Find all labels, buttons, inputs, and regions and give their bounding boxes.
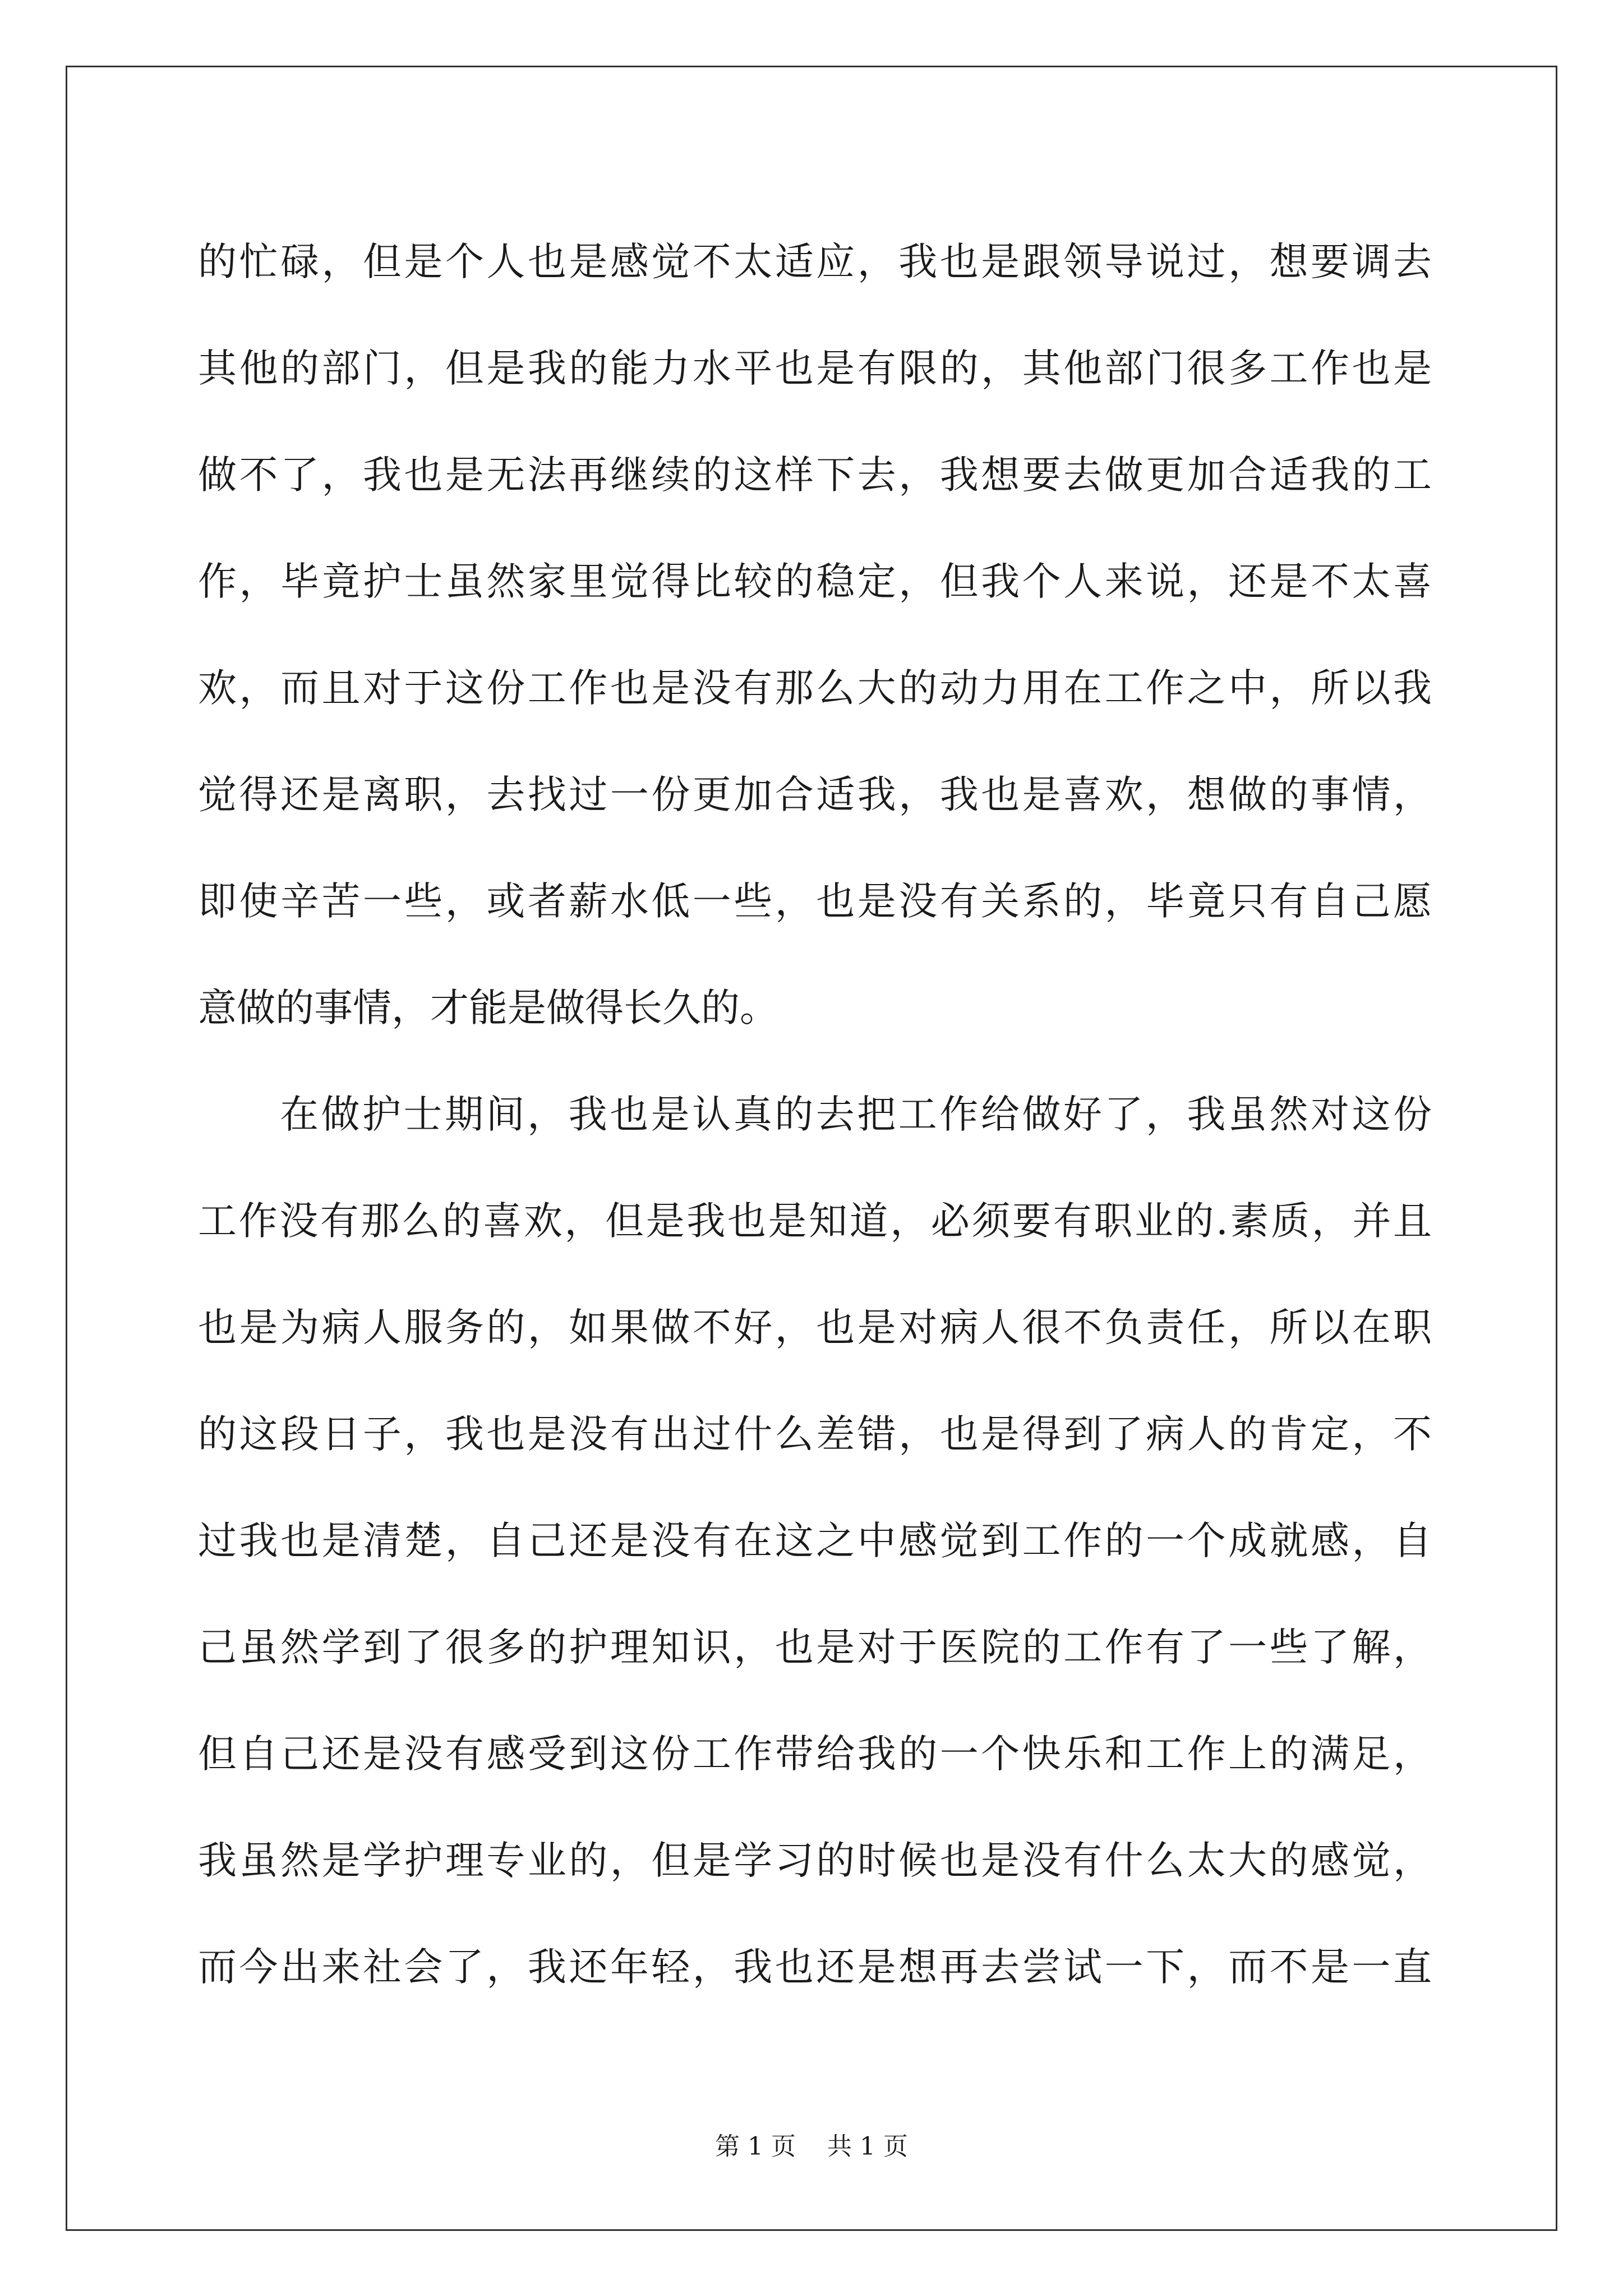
body-line: 但自己还是没有感受到这份工作带给我的一个快乐和工作上的满足， [198, 1732, 1432, 1777]
body-line: 的这段日子，我也是没有出过什么差错，也是得到了病人的肯定，不 [198, 1412, 1432, 1457]
body-line: 而今出来社会了，我还年轻，我也还是想再去尝试一下，而不是一直 [198, 1945, 1432, 1990]
body-line: 我虽然是学护理专业的，但是学习的时候也是没有什么太大的感觉， [198, 1838, 1432, 1883]
body-line: 做不了，我也是无法再继续的这样下去，我想要去做更加合适我的工 [198, 453, 1432, 498]
body-line: 意做的事情，才能是做得长久的。 [198, 986, 778, 1030]
body-line: 作，毕竟护士虽然家里觉得比较的稳定，但我个人来说，还是不太喜 [198, 559, 1432, 604]
body-line: 己虽然学到了很多的护理知识，也是对于医院的工作有了一些了解， [198, 1625, 1432, 1670]
page-number-footer: 第 1 页 共 1 页 [715, 2132, 908, 2161]
body-line: 过我也是清楚，自己还是没有在这之中感觉到工作的一个成就感，自 [198, 1519, 1432, 1563]
body-line: 欢，而且对于这份工作也是没有那么大的动力用在工作之中，所以我 [198, 666, 1432, 711]
body-line: 工作没有那么的喜欢，但是我也是知道，必须要有职业的.素质，并且 [198, 1199, 1432, 1244]
body-line: 其他的部门，但是我的能力水平也是有限的，其他部门很多工作也是 [198, 346, 1432, 391]
body-line: 的忙碌，但是个人也是感觉不太适应，我也是跟领导说过，想要调去 [198, 240, 1432, 284]
body-line: 在做护士期间，我也是认真的去把工作给做好了，我虽然对这份 [280, 1092, 1432, 1137]
body-line: 觉得还是离职，去找过一份更加合适我，我也是喜欢，想做的事情， [198, 772, 1432, 817]
document-body [198, 209, 1432, 2021]
body-line: 也是为病人服务的，如果做不好，也是对病人很不负责任，所以在职 [198, 1305, 1432, 1350]
body-line: 即使辛苦一些，或者薪水低一些，也是没有关系的，毕竟只有自己愿 [198, 879, 1432, 924]
